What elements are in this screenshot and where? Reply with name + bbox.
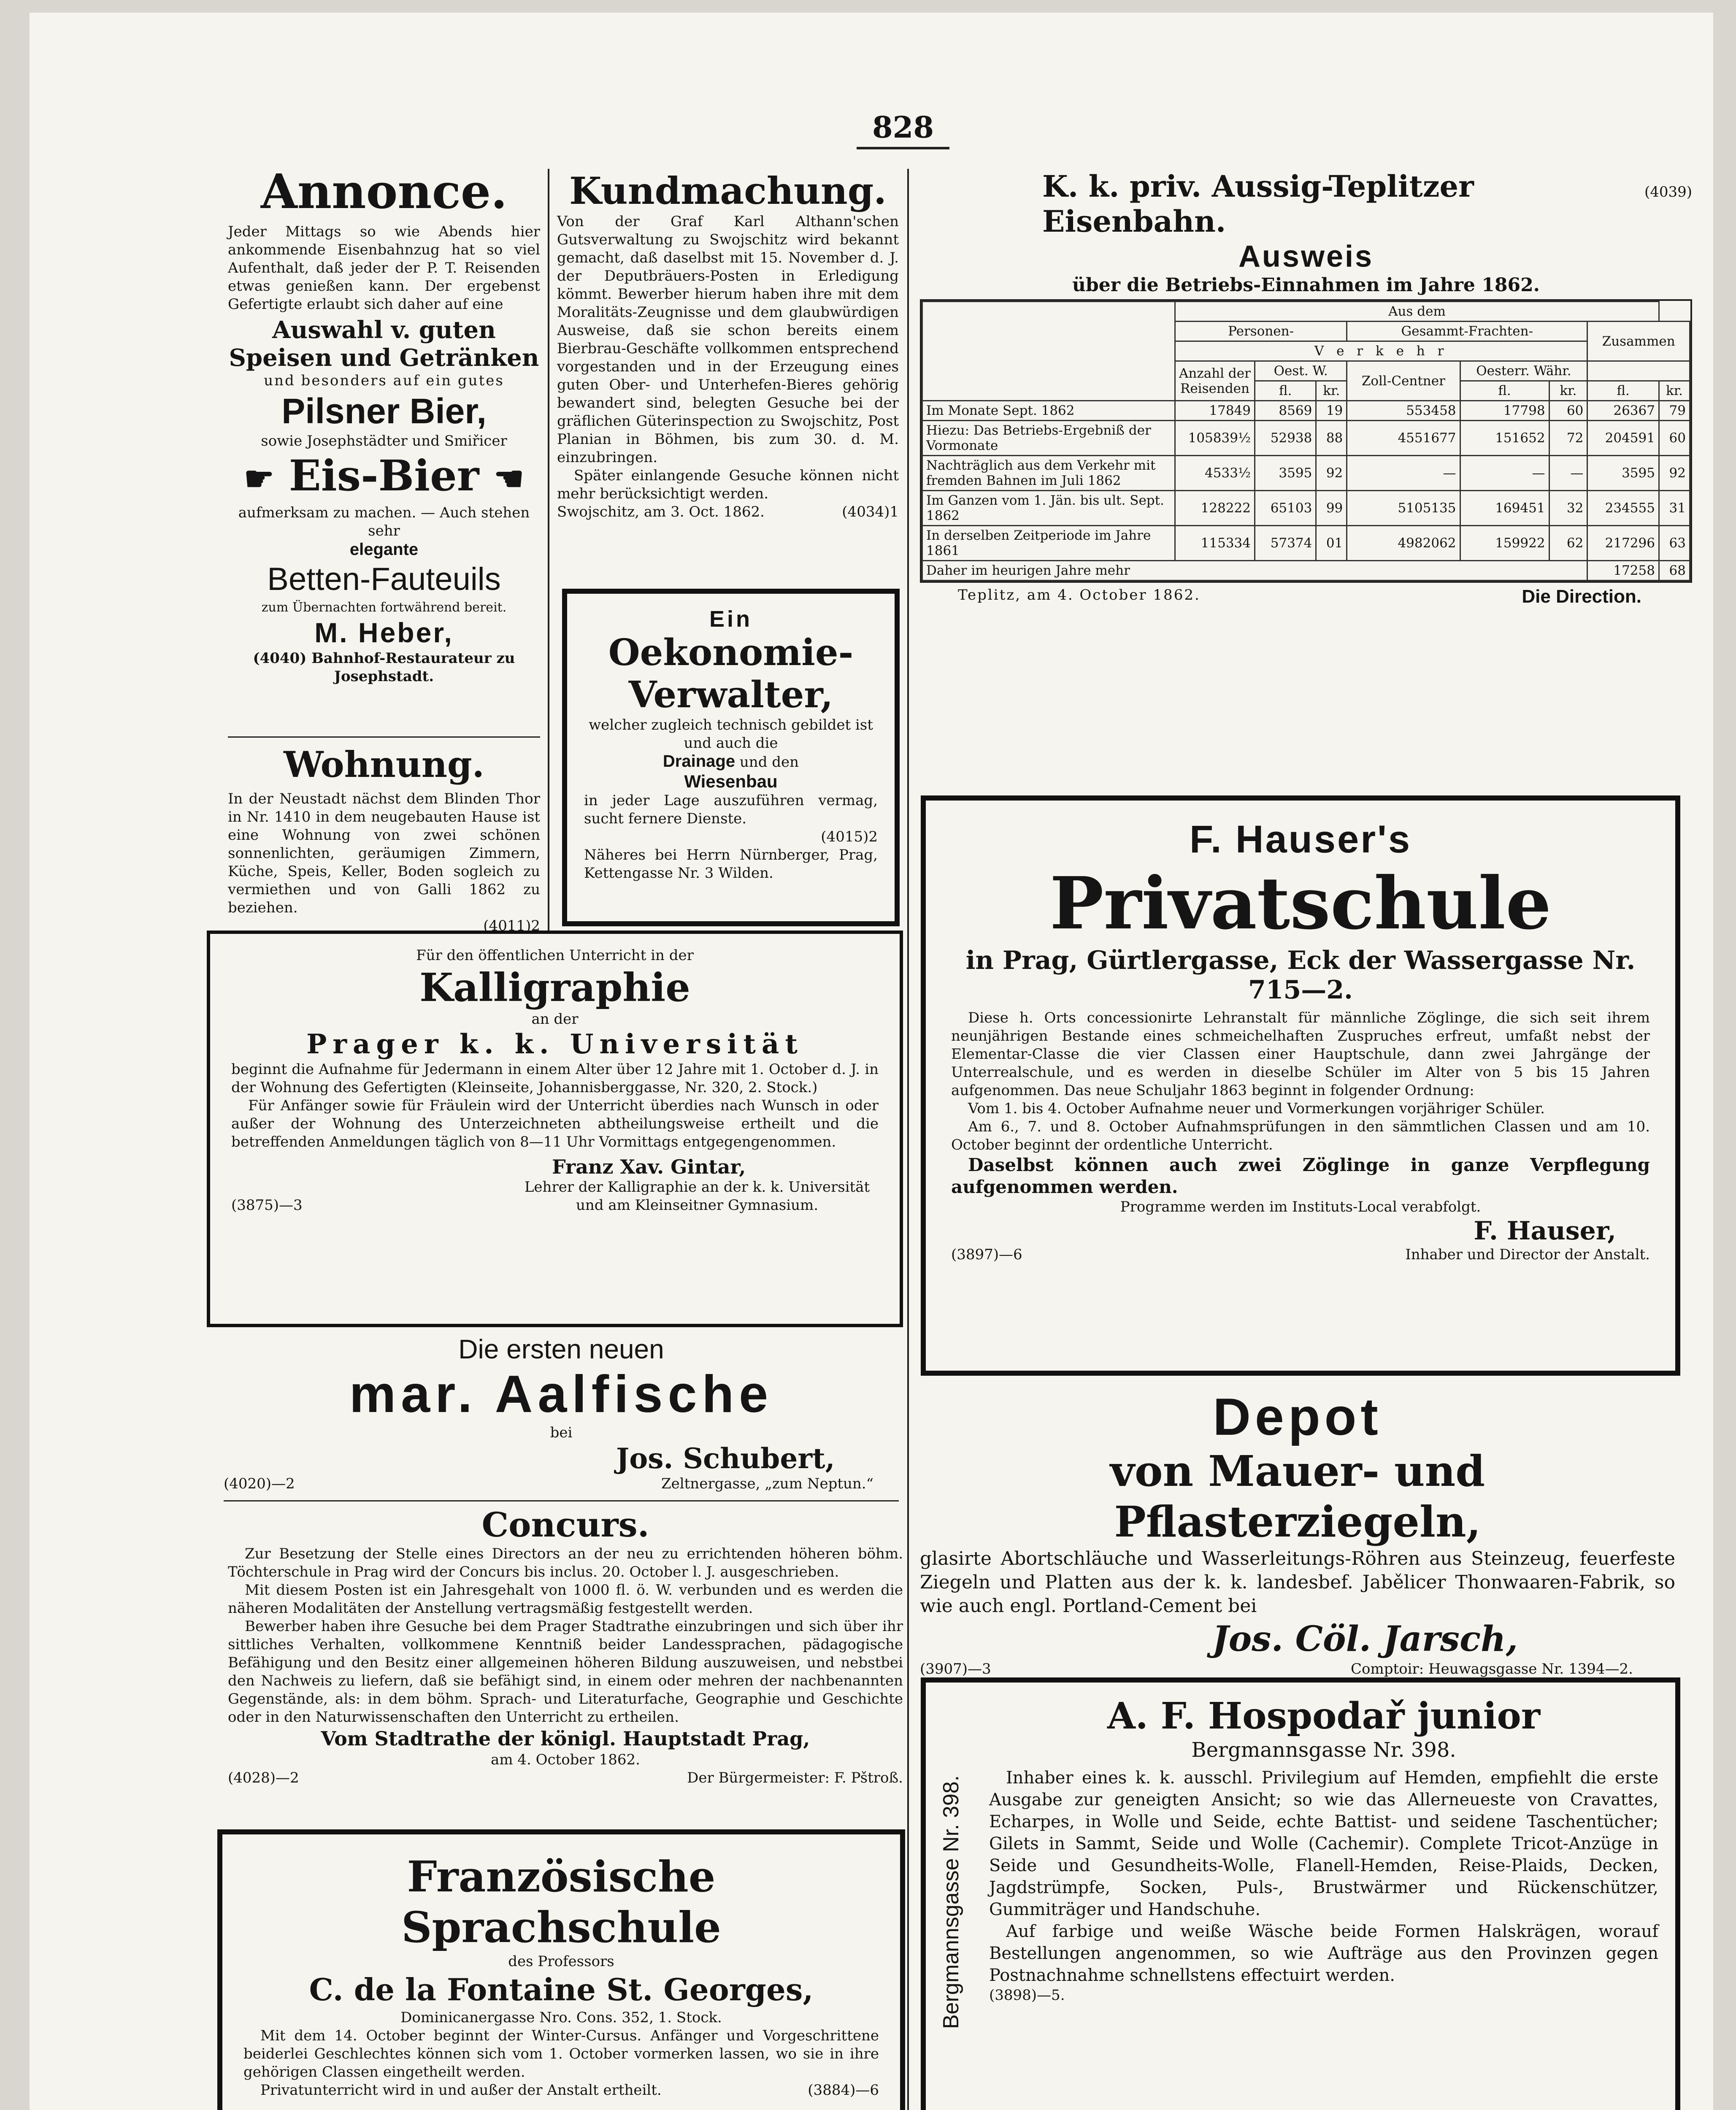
hdr-zusammen: Zusammen [1587, 322, 1690, 361]
hdr-oestw2: Oesterr. Währ. [1460, 361, 1587, 381]
hdr-oestw: Oest. W. [1255, 361, 1347, 381]
annonce-icebeer [228, 450, 540, 504]
depot-text: glasirte Abortschläuche und Wasserleitungs-Röhren aus Steinzeug, feuerfeste Ziegeln und Platten aus der k. k. landesbef. Jabělicer Thonwaaren-Fabrik, so wie auch engl. Portland-Cement bei [920, 1548, 1675, 1617]
table-cell: 17798 [1460, 401, 1549, 421]
aalfische-t2: bei [550, 1424, 573, 1441]
table-cell: 217296 [1587, 526, 1659, 561]
eisenbahn-subtitle: über die Betriebs-Einnahmen im Jahre 1862. [1072, 274, 1540, 296]
table-cell: 19 [1316, 401, 1347, 421]
hauser-signer-sub: Inhaber und Director der Anstalt. [1405, 1246, 1650, 1263]
wohnung-ref: (4011)2 [483, 917, 540, 934]
concurs-date: am 4. October 1862. [491, 1751, 640, 1768]
annonce-text: sowie Josephstädter und Smiřicer [261, 433, 507, 449]
hdr-personen: Personen- [1175, 322, 1347, 341]
column-rule [907, 169, 909, 2110]
kalligraphie-title: Kalligraphie [419, 965, 690, 1010]
table-cell: 553458 [1347, 401, 1460, 421]
eisenbahn-table-frame [920, 299, 1692, 583]
kalligraphie-p2: Für Anfänger sowie für Fräulein wird der Unterricht überdies nach Wunsch in oder außer der Wohnung des Unterzeichneten abtheilungsweise ertheilt und die betreffenden Anmeldungen täglich von 8—11 Uhr Vormittags entgegengenommen. [231, 1097, 879, 1150]
annonce-ad [228, 165, 540, 686]
oekonomie-text: Näheres bei Herrn Nürnberger, Prag, Kettengasse Nr. 3 Wilden. [584, 847, 878, 882]
kalligraphie-t2: an der [531, 1011, 579, 1028]
hdr-kr: kr. [1316, 381, 1347, 401]
page-number: 828 [872, 110, 934, 145]
oekonomie-text: welcher zugleich technisch gebildet ist und auch die [589, 717, 873, 752]
table-row [922, 421, 1690, 456]
newspaper-page [30, 13, 1713, 2110]
table-cell: 63 [1659, 526, 1690, 561]
annonce-text: elegante [349, 540, 419, 559]
annonce-text: Jeder Mittags so wie Abends hier ankommende Eisenbahnzug hat so viel Aufenthalt, daß jeder der P. T. Reisenden etwas genießen kann. Der ergebenst Gefertigte erlaubt sich daher auf eine [228, 223, 540, 313]
concurs-p2: Mit diesem Posten ist ein Jahresgehalt von 1000 fl. ö. W. verbunden und es werden die näheren Modalitäten der Anstellung vertragsmäßig festgestellt werden. [228, 1582, 903, 1617]
table-cell: 79 [1659, 401, 1690, 421]
hospodar-ref: (3898)—5. [989, 1987, 1065, 2004]
table-cell: 92 [1316, 456, 1347, 491]
sprachschule-box [217, 1829, 905, 2110]
annonce-text: und besonders auf ein gutes [264, 372, 504, 389]
hdr-aus-dem: Aus dem [1175, 302, 1659, 322]
hospodar-p2: Auf farbige und weiße Wäsche beide Formen Halskrägen, worauf Bestellungen angenommen, so wie Aufträge aus den Provinzen gegen Postnachnahme schnellstens effectuirt werden. [989, 1922, 1658, 1985]
hauser-p2: Vom 1. bis 4. October Aufnahme neuer und Vormerkungen vorjähriger Schüler. [968, 1100, 1545, 1117]
sprachschule-ref: (3884)—6 [808, 2082, 879, 2099]
hdr-kr: kr. [1549, 381, 1587, 401]
annonce-text: zum Übernachten fortwährend bereit. [261, 600, 507, 615]
concurs-signer: Vom Stadtrathe der königl. Hauptstadt Prag, [321, 1727, 810, 1750]
wohnung-title: Wohnung. [284, 744, 484, 785]
hospodar-box [921, 1677, 1680, 2110]
table-cell: 3595 [1255, 456, 1316, 491]
hauser-title: Privatschule [1049, 861, 1552, 946]
table-cell: 4982062 [1347, 526, 1460, 561]
mehr-fl: 17258 [1587, 561, 1659, 581]
hauser-p1: Diese h. Orts concessionirte Lehranstalt für männliche Zöglinge, die sich seit ihrem neunjährigen Bestande eines schmeichelhaften Zuspruches erfreut, umfaßt nebst der Elementar-Classe die vier Classen einer Hauptschule, dann zwei Jahrgänge der Unterrealschule, und es werden in dieselbe Schüler im Alter von 5 bis 15 Jahren aufgenommen. Das neue Schuljahr 1863 beginnt in folgender Ordnung: [951, 1009, 1650, 1099]
concurs-title: Concurs. [481, 1505, 649, 1545]
hospodar-p1: Inhaber eines k. k. ausschl. Privilegium auf Hemden, empfiehlt die erste Ausgabe zur geneigten Ansicht; so wie das Allerneueste von Cravattes, Echarpes, in Wolle und Seide, echte Battist- und seidene Taschentücher; Gilets in Sammt, Seide und Wolle (Cachemir). Complete Tricot-Anzüge in Seide und Gesundheits-Wolle, Flanell-Hemden, Reise-Plaids, Decken, Jagdstrümpfe, Socken, Puls-, Brustwärmer und Rückenschützer, Gummiträger und Handschuhe. [989, 1768, 1658, 1919]
table-cell: 5105135 [1347, 491, 1460, 526]
table-cell: 92 [1659, 456, 1690, 491]
wohnung-text: In der Neustadt nächst dem Blinden Thor in Nr. 1410 in dem neugebauten Hause ist eine Wohnung von zwei schönen sonnenlichten, geräumigen Zimmern, Küche, Speis, Keller, Boden sogleich zu vermiethen und von Galli 1862 zu beziehen. [228, 790, 540, 916]
kundmachung-title: Kundmachung. [569, 169, 887, 213]
table-cell: 115334 [1175, 526, 1255, 561]
kundmachung-ref: (4034)1 [842, 503, 899, 520]
table-cell: 01 [1316, 526, 1347, 561]
hdr-gesammt: Gesammt-Frachten- [1347, 322, 1587, 341]
table-cell: 62 [1549, 526, 1587, 561]
eisenbahn-ref: (4039) [1644, 184, 1692, 200]
income-table [922, 301, 1690, 581]
hdr-verkehr: V e r k e h r [1175, 341, 1587, 361]
hauser-p4: Daselbst können auch zwei Zöglinge in ganze Verpflegung aufgenommen werden. [951, 1155, 1650, 1197]
concurs-ref: (4028)—2 [228, 1769, 299, 1786]
hauser-p5: Programme werden im Instituts-Local verabfolgt. [1120, 1198, 1481, 1215]
table-cell: 8569 [1255, 401, 1316, 421]
oekonomie-wiesenbau: Wiesenbau [684, 771, 778, 791]
table-cell: 60 [1659, 421, 1690, 456]
oekonomie-text: und den [739, 754, 799, 771]
oekonomie-l1: Ein [709, 606, 752, 632]
table-cell: 4551677 [1347, 421, 1460, 456]
annonce-icebeer-label: Eis-Bier [289, 451, 479, 500]
kundmachung-place: Swojschitz, am 3. Oct. 1862. [557, 503, 765, 520]
table-cell: 204591 [1587, 421, 1659, 456]
table-cell: 99 [1316, 491, 1347, 526]
sprachschule-p1: Mit dem 14. October beginnt der Winter-Cursus. Anfänger und Vorgeschrittene beiderlei Geschlechtes können sich vom 1. October vormerken lassen, wo sie in ihre gehörigen Classen eingetheilt werden. [243, 2027, 879, 2080]
table-cell: 88 [1316, 421, 1347, 456]
aalfische-ref: (4020)—2 [224, 1475, 295, 1492]
wohnung-ad [228, 743, 540, 935]
divider [228, 736, 540, 738]
kalligraphie-t1: Für den öffentlichen Unterricht in der [416, 947, 694, 964]
depot-title: Depot [1213, 1388, 1382, 1446]
eisenbahn-place: Teplitz, am 4. October 1862. [958, 587, 1201, 603]
hauser-name: F. Hauser's [1189, 818, 1412, 861]
kalligraphie-box [207, 931, 903, 1327]
table-cell: 151652 [1460, 421, 1549, 456]
concurs-mayor: Der Bürgermeister: F. Pštroß. [687, 1769, 903, 1786]
depot-subtitle: von Mauer- und Pflasterziegeln, [1110, 1446, 1485, 1547]
sprachschule-title: Französische Sprachschule [401, 1852, 721, 1952]
column-rule [548, 169, 549, 933]
table-cell: 4533½ [1175, 456, 1255, 491]
annonce-fauteuils: Betten-Fauteuils [267, 561, 501, 597]
sprachschule-p2: Privatunterricht wird in und außer der Anstalt ertheilt. [260, 2082, 662, 2099]
table-cell: 31 [1659, 491, 1690, 526]
depot-comptoir: Comptoir: Heuwagsgasse Nr. 1394—2. [1351, 1661, 1633, 1677]
kalligraphie-signer: Franz Xav. Gintar, [552, 1155, 746, 1178]
hauser-box [921, 795, 1680, 1376]
eisenbahn-ad [920, 169, 1692, 607]
row-label: In derselben Zeitperiode im Jahre 1861 [922, 526, 1175, 561]
table-cell: 105839½ [1175, 421, 1255, 456]
concurs-ad [228, 1504, 903, 1787]
table-cell: 60 [1549, 401, 1587, 421]
kundmachung-text2: Später einlangende Gesuche können nicht mehr berücksichtigt werden. [557, 467, 899, 502]
page-number-underline [857, 147, 949, 149]
row-label: Im Ganzen vom 1. Jän. bis ult. Sept. 1862 [922, 491, 1175, 526]
depot-ad [920, 1388, 1675, 1678]
table-cell: 65103 [1255, 491, 1316, 526]
hospodar-side-address: Bergmannsgasse Nr. 398. [939, 1775, 963, 2029]
kundmachung-text: Von der Graf Karl Althann'schen Gutsverwaltung zu Swojschitz wird bekannt gemacht, daß daselbst mit 15. November d. J. der Deputbräuers-Posten in Erledigung kömmt. Bewerber hierum haben ihre mit dem Moralitäts-Zeugnisse und dem glaubwürdigen Ausweise, daß sie schon bereits einem Bierbrau-Geschäfte vollkommen entsprechend vorgestanden und in der Erzeugung eines guten Ober- und Unterhefen-Bieres gehörig bewandert sind, belegten Gesuche bei der gräflichen Güterinspection zu Swojschitz, Post Planian in Böhmen, bis zum 30. d. M. einzubringen. [557, 213, 899, 466]
sprachschule-addr: Dominicanergasse Nro. Cons. 352, 1. Stock. [400, 2009, 722, 2026]
mehr-label: Daher im heurigen Jahre mehr [922, 561, 1587, 581]
concurs-p3: Bewerber haben ihre Gesuche bei dem Prager Stadtrathe einzubringen und sich über ihr sittliches Verhalten, vollkommene Kenntniß beider Landessprachen, pädagogische Befähigung und den Besitz einer allgemeinen höheren Bildung auszuweisen, und nebstbei den Nachweis zu liefern, daß sie befähigt sind, in einem oder mehren der nachbenannten Gegenstände, als: in dem böhm. Sprach- und Literaturfache, Geographie und Geschichte oder in den Naturwissenschaften den Unterricht zu ertheilen. [228, 1618, 903, 1726]
kalligraphie-p1: beginnt die Aufnahme für Jedermann in einem Alter über 12 Jahre mit 1. October d. J. in der Wohnung des Gefertigten (Kleinseite, Johannisberggasse, Nr. 320, 2. Stock.) [231, 1061, 879, 1096]
depot-signer: Jos. Cöl. Jarsch, [1212, 1619, 1518, 1659]
oekonomie-drainage: Drainage [662, 752, 736, 771]
hauser-signer: F. Hauser, [1474, 1216, 1616, 1246]
depot-ref: (3907)—3 [920, 1661, 991, 1677]
hdr-kr: kr. [1659, 381, 1690, 401]
table-cell: 3595 [1587, 456, 1659, 491]
annonce-title: Annonce. [260, 164, 508, 219]
table-cell: 17849 [1175, 401, 1255, 421]
hdr-fl: fl. [1587, 381, 1659, 401]
sprachschule-t1: des Professors [508, 1953, 614, 1970]
aalfische-signer-sub: Zeltnergasse, „zum Neptun.“ [661, 1475, 873, 1492]
kalligraphie-university: Prager k. k. Universität [306, 1028, 803, 1060]
eisenbahn-signer: Die Direction. [1522, 586, 1641, 607]
hauser-address: in Prag, Gürtlergasse, Eck der Wassergasse Nr. 715—2. [965, 946, 1636, 1005]
hospodar-title: A. F. Hospodař junior [1107, 1695, 1541, 1737]
mehr-kr: 68 [1659, 561, 1690, 581]
oekonomie-l3: Verwalter, [628, 674, 833, 716]
oekonomie-text: in jeder Lage auszuführen vermag, sucht fernere Dienste. [584, 792, 878, 827]
hauser-ref: (3897)—6 [951, 1246, 1022, 1263]
table-cell: 128222 [1175, 491, 1255, 526]
oekonomie-l2: Oekonomie- [608, 631, 854, 674]
aalfische-t1: Die ersten neuen [458, 1334, 664, 1364]
aalfische-signer: Jos. Schubert, [616, 1442, 835, 1475]
annonce-headline: Auswahl v. guten Speisen und Getränken [229, 316, 539, 372]
row-label: Nachträglich aus dem Verkehr mit fremden Bahnen im Juli 1862 [922, 456, 1175, 491]
table-cell: 32 [1549, 491, 1587, 526]
row-label: Im Monate Sept. 1862 [922, 401, 1175, 421]
table-cell: 234555 [1587, 491, 1659, 526]
oekonomie-box [562, 589, 900, 926]
annonce-footer: (4040) Bahnhof-Restaurateur zu Josephstadt. [253, 650, 515, 685]
kalligraphie-ref: (3875)—3 [231, 1197, 303, 1214]
divider [224, 1500, 899, 1501]
table-cell: — [1460, 456, 1549, 491]
hospodar-addr: Bergmannsgasse Nr. 398. [1191, 1738, 1456, 1762]
pointing-hand-icon: ☛ [244, 459, 274, 498]
pointing-hand-icon: ☚ [494, 459, 524, 498]
eisenbahn-title: K. k. priv. Aussig-Teplitzer Eisenbahn. [1042, 169, 1474, 239]
concurs-p1: Zur Besetzung der Stelle eines Directors an der neu zu errichtenden höheren böhm. Töchterschule in Prag wird der Concurs bis inclus. 20. October l. J. ausgeschrieben. [228, 1545, 903, 1580]
aalfische-title: mar. Aalfische [349, 1365, 773, 1423]
hdr-anzahl: Anzahl der Reisenden [1175, 361, 1255, 401]
table-cell: 169451 [1460, 491, 1549, 526]
table-cell: 26367 [1587, 401, 1659, 421]
row-label: Hiezu: Das Betriebs-Ergebniß der Vormonate [922, 421, 1175, 456]
table-cell: 57374 [1255, 526, 1316, 561]
kalligraphie-signer-sub: Lehrer der Kalligraphie an der k. k. Universität und am Kleinseitner Gymnasium. [524, 1179, 870, 1214]
table-row [922, 456, 1690, 491]
kundmachung-ad [557, 169, 899, 521]
table-row [922, 526, 1690, 561]
annonce-signer: M. Heber, [314, 617, 454, 648]
table-cell: 72 [1549, 421, 1587, 456]
sprachschule-name: C. de la Fontaine St. Georges, [309, 1972, 814, 2007]
hauser-p3: Am 6., 7. und 8. October Aufnahmsprüfungen in den sämmtlichen Classen und am 10. October beginnt der ordentliche Unterricht. [951, 1118, 1650, 1153]
annonce-text: aufmerksam zu machen. — Auch stehen sehr [238, 504, 530, 539]
aalfische-ad [224, 1334, 899, 1493]
table-row [922, 491, 1690, 526]
hdr-fl: fl. [1460, 381, 1549, 401]
table-cell: 52938 [1255, 421, 1316, 456]
oekonomie-ref: (4015)2 [821, 828, 878, 845]
table-cell: — [1549, 456, 1587, 491]
eisenbahn-ausweis: Ausweis [1238, 240, 1374, 273]
table-cell: 159922 [1460, 526, 1549, 561]
annonce-beer: Pilsner Bier, [281, 391, 487, 431]
hdr-fl: fl. [1255, 381, 1316, 401]
table-cell: — [1347, 456, 1460, 491]
table-row [922, 401, 1690, 421]
hdr-zoll: Zoll-Centner [1347, 361, 1460, 401]
